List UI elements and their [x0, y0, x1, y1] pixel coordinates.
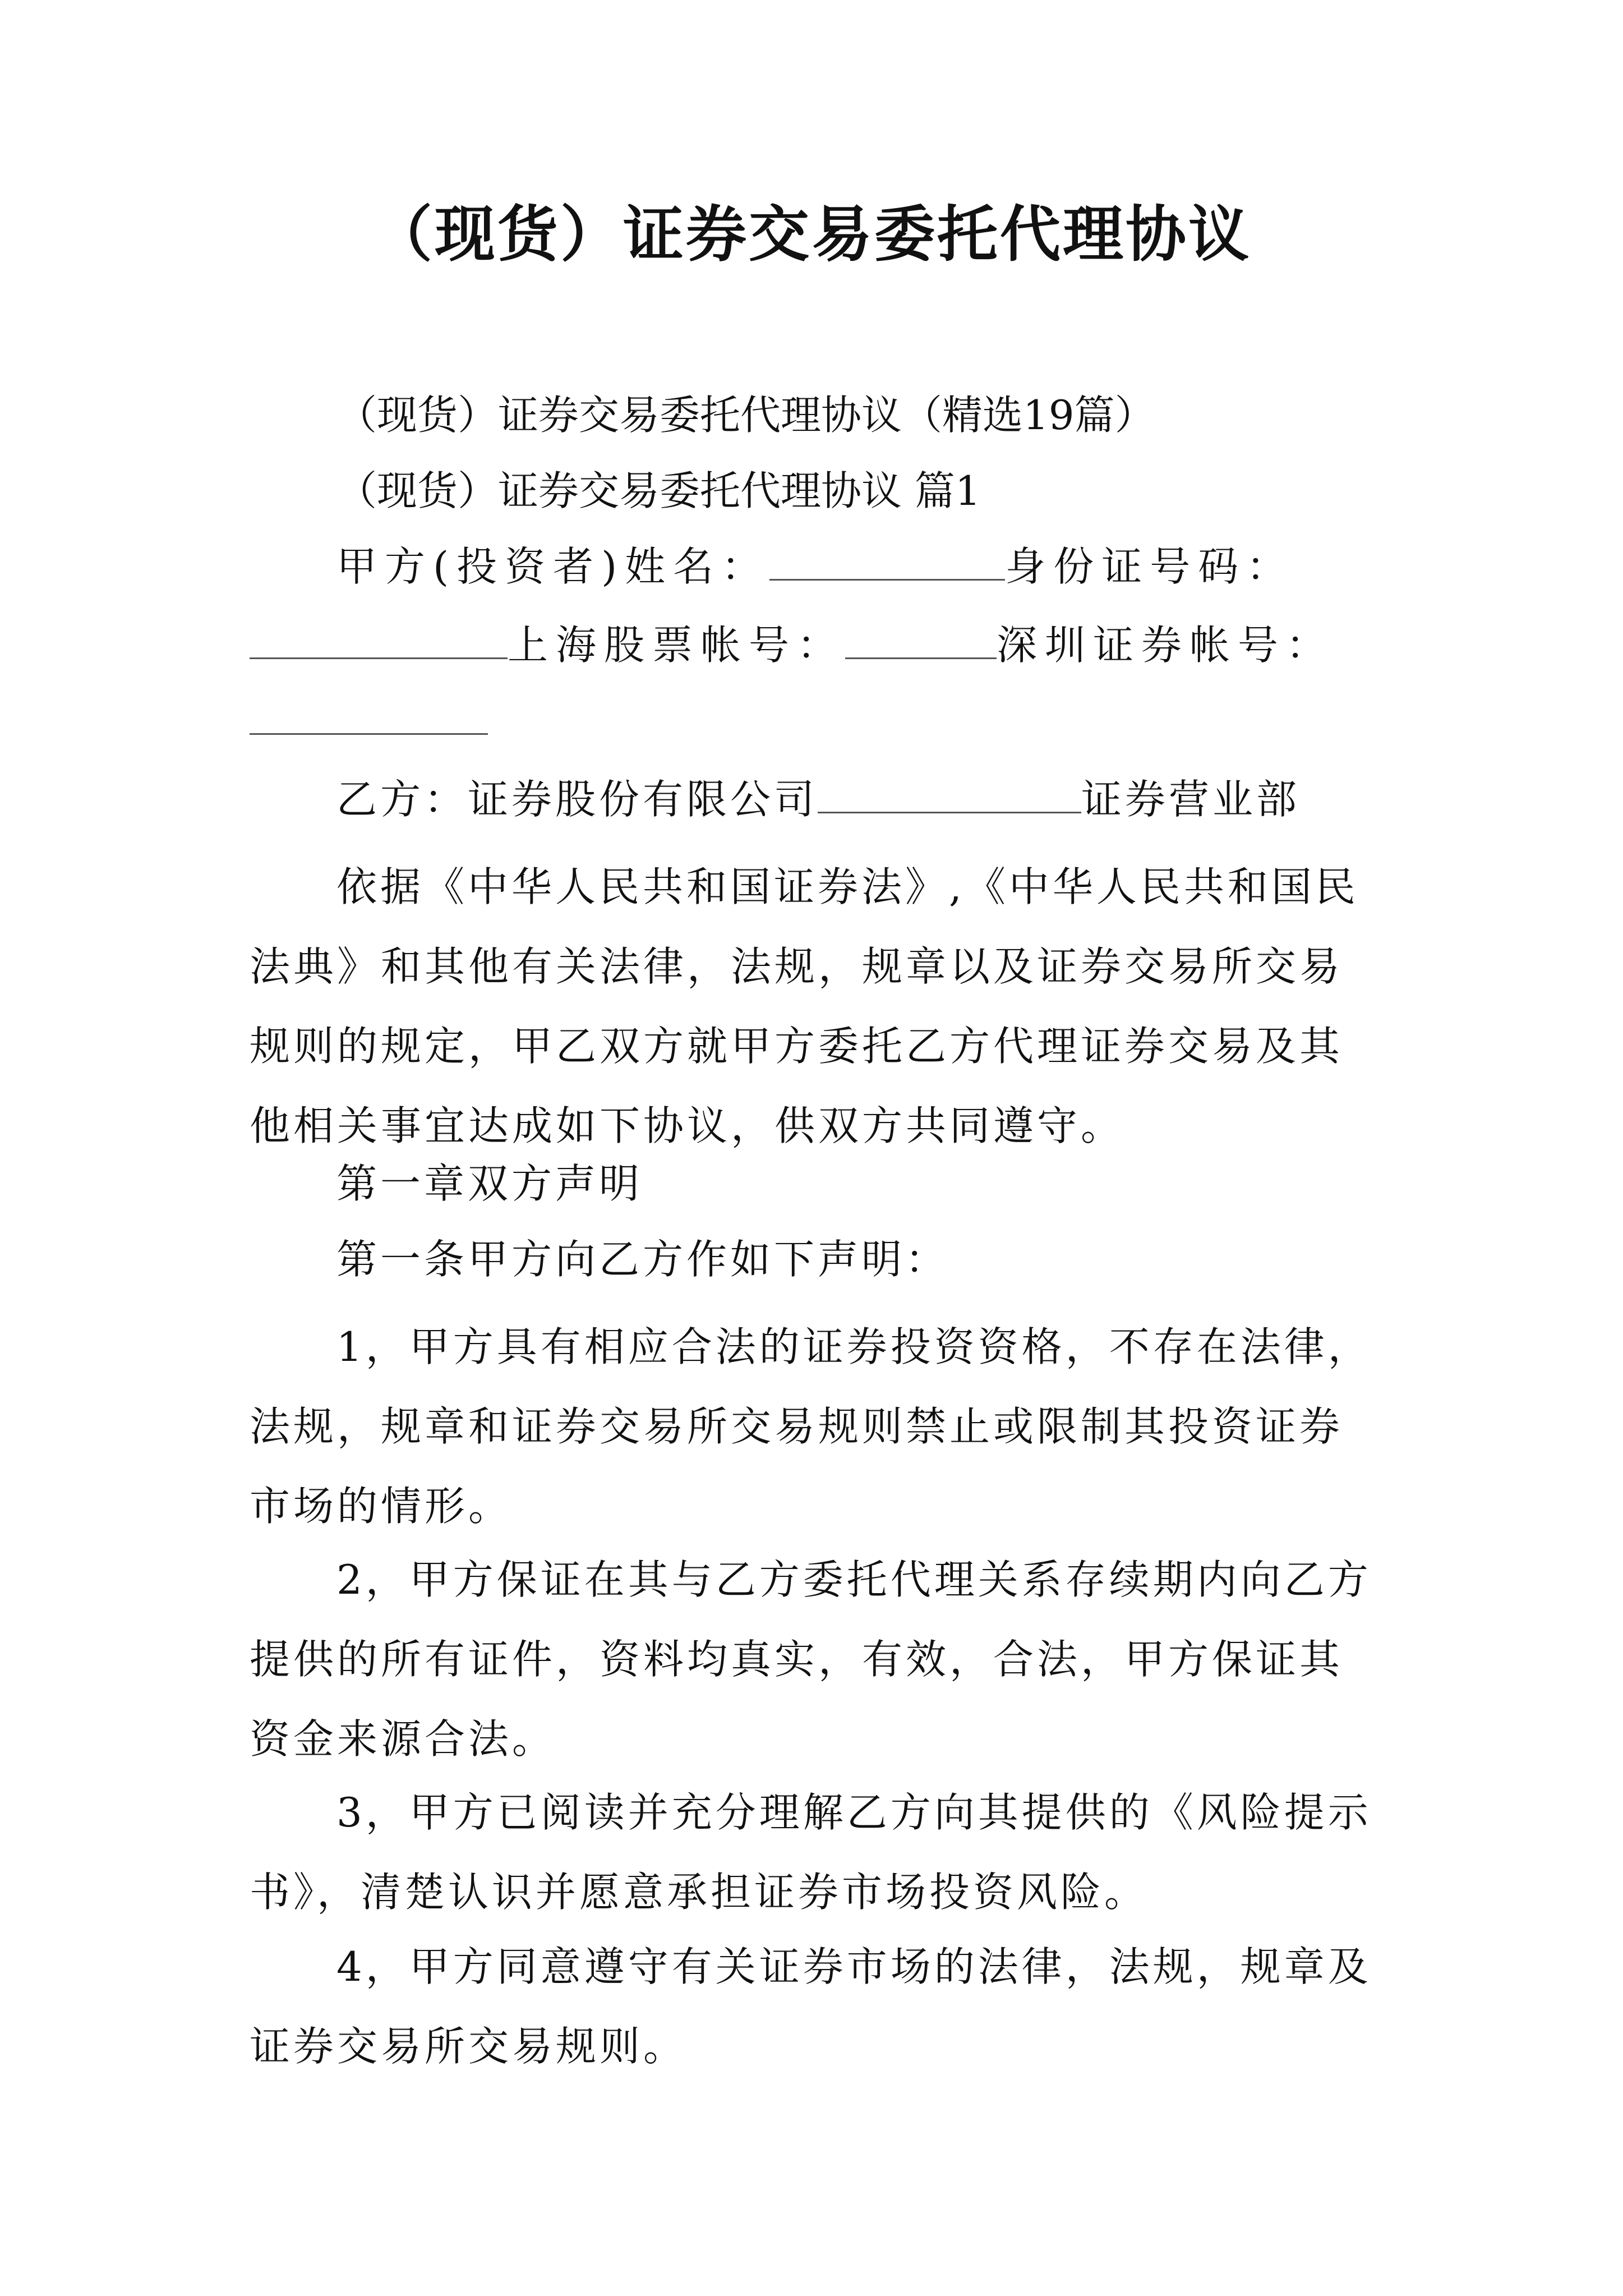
- party-a-line: [336, 539, 1377, 595]
- shanghai-account-label: 上海股票帐号：: [508, 622, 846, 669]
- name-blank: [769, 540, 1005, 581]
- section-heading: （现货）证券交易委托代理协议 篇1: [336, 467, 981, 514]
- declaration-item-4: 4，甲方同意遵守有关证券市场的法律，法规，规章及证券交易所交易规则。: [250, 1943, 1372, 2070]
- document-title: （现货）证券交易委托代理协议: [371, 199, 1251, 270]
- shenzhen-account-line: [250, 693, 1377, 749]
- party-a-name-label: 甲方(投资者)姓名：: [336, 543, 770, 590]
- declaration-item-2: 2，甲方保证在其与乙方委托代理关系存续期内向乙方提供的所有证件，资料均真实，有效，合法，甲方保证其资金来源合法。: [250, 1556, 1372, 1763]
- shanghai-account-blank: [845, 618, 997, 659]
- document-subtitle: （现货）证券交易委托代理协议（精选19篇）: [336, 392, 1155, 439]
- account-line: [250, 617, 1377, 673]
- party-b-suffix: 证券营业部: [1081, 776, 1301, 823]
- id-number-blank: [250, 618, 508, 659]
- party-b-line: [336, 771, 1377, 827]
- declaration-item-1: 1，甲方具有相应合法的证券投资资格，不存在法律，法规，规章和证券交易所交易规则禁止或限制其投资证券市场的情形。: [250, 1323, 1372, 1530]
- party-b-prefix: 乙方：证券股份有限公司: [336, 776, 818, 823]
- declaration-item-3: 3，甲方已阅读并充分理解乙方向其提供的《风险提示书》，清楚认识并愿意承担证券市场投资风险。: [250, 1789, 1372, 1916]
- basis-paragraph: 依据《中华人民共和国证券法》,《中华人民共和国民法典》和其他有关法律，法规，规章以及证券交易所交易规则的规定，甲乙双方就甲方委托乙方代理证券交易及其他相关事宜达成如下协议，供双方共同遵守。: [250, 863, 1359, 1149]
- article-heading: 第一条甲方向乙方作如下声明：: [336, 1236, 949, 1283]
- shenzhen-account-blank: [250, 694, 488, 735]
- id-number-label: 身份证号码：: [1005, 543, 1295, 590]
- branch-blank: [818, 772, 1081, 813]
- chapter-heading: 第一章双方声明: [336, 1160, 643, 1207]
- shenzhen-account-label: 深圳证券帐号：: [997, 622, 1335, 669]
